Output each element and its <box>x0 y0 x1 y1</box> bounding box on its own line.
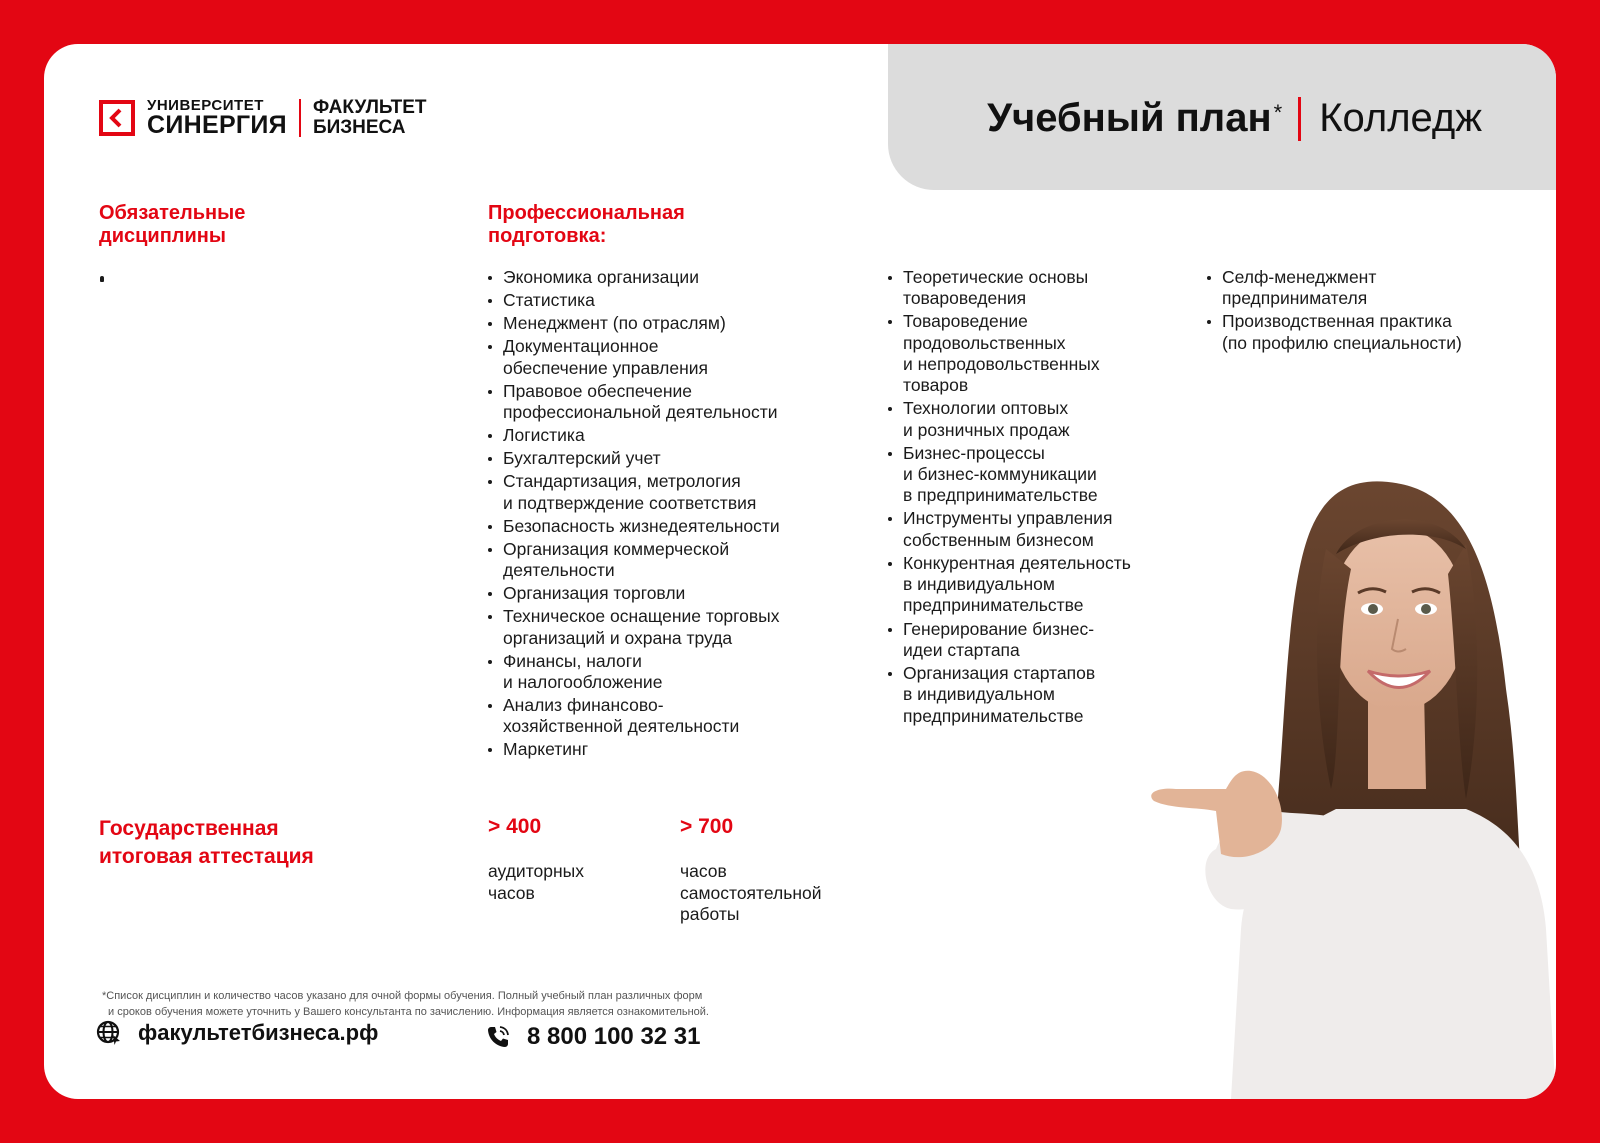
curriculum-card <box>44 44 1556 1099</box>
list-item-line: хозяйственной деятельности <box>503 716 740 737</box>
list-item <box>887 398 1187 441</box>
list-item-line: Документационное <box>503 336 659 357</box>
list-item <box>487 695 857 738</box>
list-item-line: Маркетинг <box>503 739 589 760</box>
mandatory-title <box>99 202 245 248</box>
list-item <box>487 425 857 446</box>
list-item-line: организаций и охрана труда <box>503 627 733 648</box>
list-item <box>487 381 857 424</box>
list-item-line: Производственная практика <box>1222 311 1452 332</box>
list-item-line: Финансы, налоги <box>503 650 642 671</box>
list-item <box>487 471 857 514</box>
list-item-line: предпринимателя <box>1222 288 1368 309</box>
list-item <box>487 583 857 604</box>
list-item-line: и бизнес-коммуникации <box>903 464 1097 485</box>
list-item-line: в индивидуальном <box>903 684 1055 705</box>
phone-link[interactable] <box>485 1023 701 1051</box>
classroom-hours-label <box>488 861 584 904</box>
faculty-name-line1: ФАКУЛЬТЕТ <box>312 97 427 119</box>
classroom-hours-label-line2: часов <box>488 882 535 903</box>
list-item-line: Безопасность жизнедеятельности <box>503 515 780 536</box>
list-item <box>487 267 857 288</box>
classroom-hours-label-line1: аудиторных <box>488 861 584 881</box>
list-item-line: в предпринимательстве <box>903 485 1098 506</box>
self-study-hours-label-line1: часов <box>680 861 727 881</box>
list-item <box>487 313 857 334</box>
list-item <box>487 290 857 311</box>
list-item <box>487 539 857 582</box>
synergy-logo-icon <box>99 100 135 136</box>
list-item-line: предпринимательстве <box>903 705 1084 726</box>
list-item-line: Конкурентная деятельность <box>903 552 1131 573</box>
title-divider <box>1298 97 1301 141</box>
plan-title-asterisk: * <box>1273 99 1283 125</box>
list-item-line: Организация коммерческой <box>503 538 730 559</box>
attestation-title <box>99 815 314 871</box>
plan-title-text: Учебный план <box>987 96 1272 140</box>
attestation-line2: итоговая аттестация <box>99 845 314 868</box>
plan-subtitle: Колледж <box>1319 96 1482 140</box>
list-item-line: Теоретические основы <box>903 267 1089 287</box>
list-item <box>1206 311 1506 354</box>
faculty-name-line2: БИЗНЕСА <box>312 117 406 138</box>
logo-divider <box>299 99 301 137</box>
list-item-line: Статистика <box>503 290 595 311</box>
list-item-line: Техническое оснащение торговых <box>503 606 780 627</box>
list-item-line: товаров <box>903 375 969 396</box>
list-item <box>487 739 857 760</box>
website-link[interactable] <box>96 1020 378 1046</box>
list-item-line: и непродовольственных <box>903 353 1100 374</box>
list-item-line: Технологии оптовых <box>903 398 1069 419</box>
list-item-line: товароведения <box>903 288 1027 309</box>
list-item <box>487 651 857 694</box>
professional-list-col1 <box>487 267 857 762</box>
list-item-line: (по профилю специальности) <box>1222 332 1462 353</box>
list-item-line: Товароведение <box>903 311 1028 332</box>
list-item-line: и розничных продаж <box>903 419 1070 440</box>
list-item <box>887 267 1187 310</box>
professional-title-line2: подготовка: <box>488 225 607 247</box>
globe-icon <box>96 1020 122 1046</box>
list-item-line: и налогообложение <box>503 671 663 692</box>
self-study-hours-label <box>680 861 822 926</box>
self-study-hours-label-line2: самостоятельной <box>680 882 822 903</box>
phone-text: 8 800 100 32 31 <box>527 1023 701 1050</box>
list-item <box>487 606 857 649</box>
list-item <box>887 311 1187 396</box>
professional-list-col3 <box>1206 267 1506 356</box>
attestation-line1: Государственная <box>99 817 279 840</box>
list-item-line: Стандартизация, метрология <box>503 471 741 492</box>
university-logo[interactable] <box>99 98 427 138</box>
list-item-line: Генерирование бизнес- <box>903 618 1095 639</box>
list-item <box>1206 267 1506 310</box>
list-item-line: деятельности <box>503 560 615 581</box>
classroom-hours-value: > 400 <box>488 815 542 838</box>
list-item-line: продовольственных <box>903 332 1066 353</box>
list-item-line: Инструменты управления <box>903 508 1113 529</box>
footnote-line1: *Список дисциплин и количество часов указано для очной формы обучения. Полный учебный план различных форм <box>102 990 703 1002</box>
plan-header <box>888 44 1556 190</box>
list-item <box>487 448 857 469</box>
self-study-hours-value: > 700 <box>680 815 734 838</box>
list-item-line: Бизнес-процессы <box>903 442 1045 463</box>
phone-icon <box>485 1024 511 1050</box>
list-item-line: Организация стартапов <box>903 662 1096 683</box>
list-item <box>487 516 857 537</box>
list-item-line: Правовое обеспечение <box>503 380 692 401</box>
list-item-line: Организация торговли <box>503 583 686 604</box>
list-item-line: собственным бизнесом <box>903 529 1094 550</box>
professional-title <box>488 202 685 248</box>
list-item-line: Анализ финансово- <box>503 695 664 715</box>
university-name <box>147 98 287 138</box>
university-name-line1: УНИВЕРСИТЕТ <box>147 97 264 114</box>
website-text: факультетбизнеса.рф <box>138 1020 379 1045</box>
list-item-line: и подтверждение соответствия <box>503 492 757 513</box>
list-item-line: Менеджмент (по отраслям) <box>503 313 726 334</box>
professional-title-line1: Профессиональная <box>488 202 685 224</box>
faculty-name <box>313 98 427 138</box>
footnote-line2: и сроков обучения можете уточнить у Вашего консультанта по зачислению. Информация является ознакомительной. <box>108 1006 709 1018</box>
list-item-line: профессиональной деятельности <box>503 401 778 422</box>
list-item-line: Селф-менеджмент <box>1222 267 1377 287</box>
plan-title <box>987 96 1482 141</box>
mandatory-title-line1: Обязательные <box>99 202 246 224</box>
mandatory-title-line2: дисциплины <box>99 225 226 247</box>
list-item-line: Бухгалтерский учет <box>503 448 661 469</box>
list-item-line: в индивидуальном <box>903 574 1055 595</box>
list-item-line: идеи стартапа <box>903 639 1020 660</box>
university-name-line2: СИНЕРГИЯ <box>147 111 287 139</box>
list-item <box>487 336 857 379</box>
list-item-line: Экономика организации <box>503 267 699 287</box>
list-item-line: Логистика <box>503 425 585 446</box>
list-item-line: обеспечение управления <box>503 357 709 378</box>
student-photo <box>1136 459 1556 1099</box>
self-study-hours-label-line3: работы <box>680 904 740 924</box>
list-item-line: предпринимательстве <box>903 595 1084 616</box>
mandatory-list <box>99 267 429 269</box>
footnote <box>102 988 709 1020</box>
